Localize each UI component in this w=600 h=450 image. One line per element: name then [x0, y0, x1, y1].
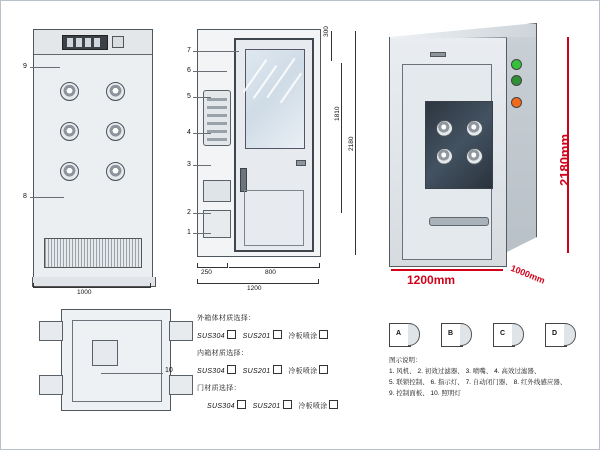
top-view-left-wing-2 — [39, 375, 63, 395]
iso-door — [402, 64, 492, 260]
ceiling-light — [92, 340, 118, 366]
base-plinth — [32, 277, 156, 287]
section-dim-1200: 1200 — [247, 285, 262, 292]
iso-width-dim: 1200mm — [407, 273, 456, 287]
material-row-outer-label: 外箱体材质选择： — [197, 315, 256, 322]
callout-10: 10 — [165, 367, 173, 374]
section-dim-2180: 2180 — [348, 136, 355, 151]
material-option[interactable]: SUS304 — [207, 403, 235, 410]
callout-7: 7 — [187, 47, 191, 54]
material-row-door-label: 门材质选择： — [197, 385, 241, 392]
material-option[interactable]: SUS201 — [252, 403, 281, 410]
door-type-a-swing — [408, 323, 420, 346]
front-view-top-panel — [34, 30, 152, 55]
iso-door-window — [425, 101, 493, 189]
callout-2: 2 — [187, 209, 191, 216]
nozzle — [106, 162, 125, 181]
door-glass — [245, 49, 305, 149]
checkbox-icon[interactable] — [319, 330, 328, 339]
section-dim-250: 250 — [201, 269, 212, 276]
front-view-width-dim: 1000 — [77, 289, 92, 296]
material-option[interactable]: SUS304 — [197, 333, 225, 340]
material-option[interactable]: 冷板喷涂 — [288, 333, 318, 340]
door-assembly — [234, 38, 314, 252]
top-view-right-wing — [169, 321, 193, 341]
iso-door-handle — [429, 217, 489, 226]
checkbox-icon[interactable] — [329, 400, 338, 409]
filter-unit — [203, 180, 231, 202]
section-dim-800: 800 — [265, 269, 276, 276]
control-display — [62, 35, 108, 50]
control-button — [112, 36, 124, 48]
door-handle — [240, 168, 247, 192]
checkbox-icon[interactable] — [319, 365, 328, 374]
nozzle — [106, 122, 125, 141]
checkbox-icon[interactable] — [237, 400, 246, 409]
door-type-c-label: C — [500, 330, 506, 337]
fan — [203, 90, 231, 146]
section-dim-1810: 1810 — [334, 106, 341, 121]
top-view — [61, 309, 171, 411]
material-option[interactable]: 冷板喷涂 — [298, 403, 328, 410]
iso-front-panel — [389, 37, 507, 267]
top-view-right-wing-2 — [169, 375, 193, 395]
section-dim-300: 300 — [323, 26, 330, 37]
door-type-c-swing — [512, 323, 524, 346]
legend-item-line-3: 9. 控制面板、 10. 照明灯 — [389, 390, 461, 397]
door-type-b-label: B — [448, 330, 454, 337]
legend-block — [389, 319, 589, 399]
material-option[interactable]: SUS304 — [197, 368, 225, 375]
top-view-left-wing — [39, 321, 63, 341]
door-latch — [296, 160, 306, 166]
nozzle — [60, 162, 79, 181]
iso-door-closer — [430, 52, 446, 57]
nozzle — [466, 120, 483, 137]
return-air-grille — [44, 238, 142, 268]
callout-4: 4 — [187, 129, 191, 136]
door-type-d-label: D — [552, 330, 558, 337]
material-row-door-options — [197, 400, 377, 411]
iso-height-dim: 2180mm — [557, 133, 572, 186]
legend-item-line-1: 1. 风机、 2. 初效过滤器、 3. 喷嘴、 4. 高效过滤器、 — [389, 368, 541, 375]
nozzle — [436, 120, 453, 137]
nozzle — [466, 148, 483, 165]
material-option[interactable]: SUS201 — [242, 368, 271, 375]
checkbox-icon[interactable] — [227, 330, 236, 339]
material-option[interactable]: 冷板喷涂 — [288, 368, 318, 375]
iso-side-panel — [505, 23, 537, 253]
section-view — [197, 29, 321, 257]
checkbox-icon[interactable] — [273, 365, 282, 374]
callout-8: 8 — [23, 193, 27, 200]
checkbox-icon[interactable] — [227, 365, 236, 374]
material-row-inner-label: 内箱材质选择： — [197, 350, 249, 357]
indicator-light-green — [511, 59, 522, 70]
door-type-a-label: A — [396, 330, 402, 337]
nozzle — [60, 122, 79, 141]
door-type-d-swing — [564, 323, 576, 346]
callout-1: 1 — [187, 229, 191, 236]
material-row-inner-options — [197, 365, 377, 376]
legend-header: 图示说明： — [389, 357, 422, 364]
checkbox-icon[interactable] — [273, 330, 282, 339]
nozzle — [60, 82, 79, 101]
nozzle — [106, 82, 125, 101]
door-lower-panel — [244, 190, 304, 246]
iso-view — [389, 23, 541, 273]
callout-6: 6 — [187, 67, 191, 74]
callout-9: 9 — [23, 63, 27, 70]
callout-5: 5 — [187, 93, 191, 100]
callout-3: 3 — [187, 161, 191, 168]
indicator-light-orange — [511, 97, 522, 108]
materials-block — [197, 313, 377, 418]
material-row-outer-options — [197, 330, 377, 341]
iso-depth-dim: 1000mm — [509, 263, 547, 286]
material-option[interactable]: SUS201 — [242, 333, 271, 340]
indicator-light-green-2 — [511, 75, 522, 86]
nozzle — [436, 148, 453, 165]
checkbox-icon[interactable] — [283, 400, 292, 409]
door-type-b-swing — [460, 323, 472, 346]
legend-item-line-2: 5. 联锁控制、 6. 指示灯、 7. 自动闭门器、 8. 红外线感应器、 — [389, 379, 567, 386]
